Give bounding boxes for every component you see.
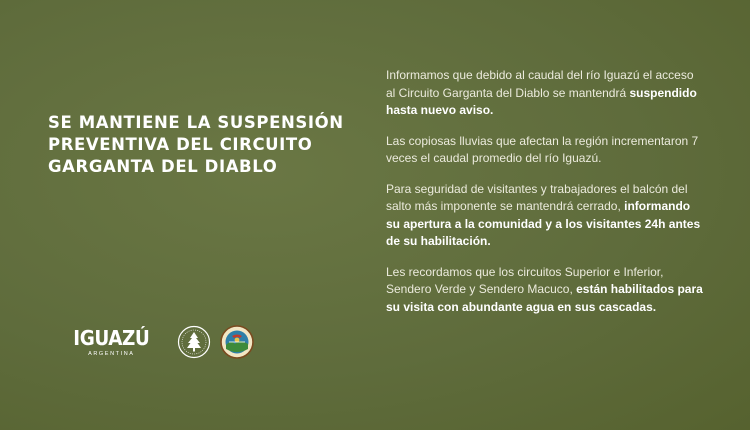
paragraph-text: Les recordamos que los circuitos Superior e Inferior, Sendero Verde y Sendero Macuco,	[386, 264, 664, 296]
brand-wordmark: IGUAZÚ	[73, 325, 150, 350]
national-parks-seal-icon	[177, 325, 211, 359]
paragraph-emphasis: están habilitados para su visita con abundante agua en sus cascadas.	[386, 282, 703, 314]
paragraph-text: Informamos que debido al caudal del río Iguazú el acceso al Circuito Garganta del Diablo se mantendrá	[386, 68, 694, 100]
paragraph	[386, 133, 706, 168]
logo-row	[70, 322, 263, 362]
headline: SE MANTIENE LA SUSPENSIÓN PREVENTIVA DEL CIRCUITO GARGANTA DEL DIABLO	[48, 113, 344, 176]
paragraph	[386, 181, 706, 251]
announcement-body	[386, 67, 706, 329]
paragraph-text: Las copiosas lluvias que afectan la región incrementaron 7 veces el caudal promedio del río Iguazú.	[386, 133, 699, 165]
paragraph-emphasis: suspendido hasta nuevo aviso.	[386, 85, 697, 117]
brand-subtitle: ARGENTINA	[88, 350, 135, 357]
iguazu-park-emblem-icon	[220, 325, 254, 359]
iguazu-logo	[70, 325, 153, 357]
paragraph	[386, 67, 706, 120]
paragraph	[386, 264, 706, 317]
paragraph-emphasis: informando su apertura a la comunidad y a los visitantes 24h antes de su habilitación.	[386, 199, 701, 248]
paragraph-text: Para seguridad de visitantes y trabajadores el balcón del salto más imponente se mantendrá cerrado,	[386, 181, 688, 213]
